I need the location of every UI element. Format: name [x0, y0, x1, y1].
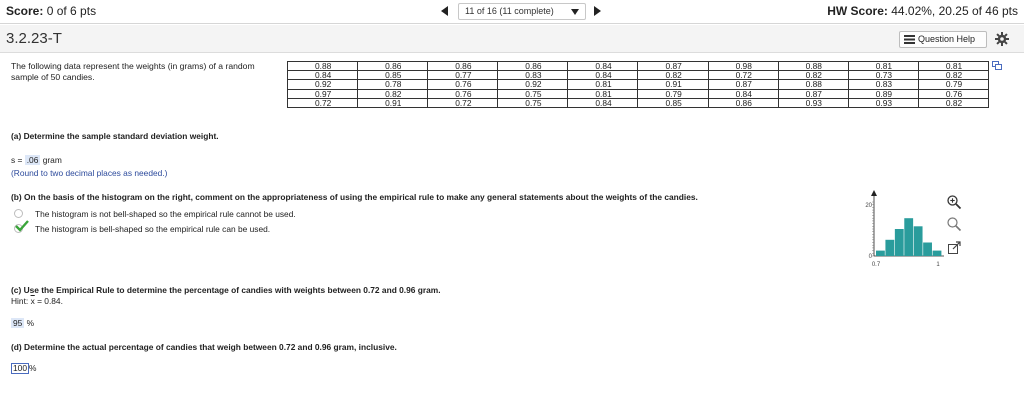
zoom-out-icon[interactable]: [946, 216, 962, 232]
table-cell: 0.87: [638, 62, 708, 71]
percentage-empirical-answer-field[interactable]: 95: [13, 318, 23, 328]
table-cell: 0.84: [568, 71, 638, 80]
table-cell: 0.75: [498, 98, 568, 107]
score-value: 0 of 6 pts: [46, 4, 97, 18]
table-cell: 0.82: [918, 98, 988, 107]
option-bell-shaped-label: The histogram is bell-shaped so the empirical rule can be used.: [35, 224, 271, 234]
table-cell: 0.85: [638, 98, 708, 107]
table-cell: 0.77: [428, 71, 498, 80]
checkmark-icon: [15, 220, 29, 232]
table-row: [288, 98, 989, 107]
question-nav: [436, 3, 606, 20]
table-cell: 0.83: [498, 71, 568, 80]
hw-score: [827, 4, 1018, 18]
part-a-answer-line: [11, 155, 62, 165]
table-cell: 0.81: [918, 62, 988, 71]
histogram: [860, 190, 950, 270]
option-not-bell-shaped-radio[interactable]: [14, 209, 23, 218]
table-cell: 0.73: [848, 71, 918, 80]
top-bar: [0, 0, 1024, 24]
table-cell: 0.81: [848, 62, 918, 71]
table-cell: 0.86: [498, 62, 568, 71]
table-cell: 0.72: [428, 98, 498, 107]
copy-data-icon[interactable]: [992, 61, 1002, 70]
s-answer-field[interactable]: .06: [26, 155, 39, 165]
zoom-in-icon[interactable]: [946, 194, 962, 210]
part-b-question: (b) On the basis of the histogram on the right, comment on the appropriateness of using the empirical rule to make any general statements about the weights of the candies.: [11, 192, 698, 202]
histogram-bar: [914, 226, 923, 256]
actual-percentage-input[interactable]: 100: [13, 363, 27, 373]
histogram-y-axis-arrow: [871, 190, 877, 196]
table-cell: 0.88: [288, 62, 358, 71]
part-c-unit: %: [26, 318, 35, 328]
table-cell: 0.89: [848, 89, 918, 98]
triangle-right-icon: [593, 6, 601, 16]
triangle-left-icon: [441, 6, 449, 16]
s-unit: gram: [42, 155, 62, 165]
part-a-note: (Round to two decimal places as needed.): [11, 168, 168, 178]
table-cell: 0.82: [918, 71, 988, 80]
option-not-bell-shaped-label: The histogram is not bell-shaped so the empirical rule cannot be used.: [35, 209, 296, 219]
table-cell: 0.79: [918, 80, 988, 89]
table-cell: 0.76: [428, 80, 498, 89]
score: [6, 4, 96, 18]
table-cell: 0.84: [568, 98, 638, 107]
histogram-bar: [895, 229, 904, 256]
histogram-bar: [933, 251, 942, 256]
table-cell: 0.78: [358, 80, 428, 89]
part-d-unit: %: [28, 363, 37, 373]
chevron-down-icon: [571, 9, 579, 15]
table-cell: 0.86: [708, 98, 778, 107]
table-cell: 0.75: [498, 89, 568, 98]
table-cell: 0.81: [568, 80, 638, 89]
histogram-bars: [872, 202, 941, 256]
previous-question-button[interactable]: [436, 3, 454, 20]
table-cell: 0.72: [288, 98, 358, 107]
question-title-bar: [0, 25, 1024, 53]
histogram-x-min-label: 0.7: [871, 262, 881, 268]
question-select-value: 11 of 16 (11 complete): [465, 6, 554, 16]
table-cell: 0.84: [708, 89, 778, 98]
table-cell: 0.93: [848, 98, 918, 107]
histogram-bar: [904, 218, 913, 256]
histogram-x-max-label: 1: [936, 262, 940, 268]
table-cell: 0.91: [638, 80, 708, 89]
table-cell: 0.87: [778, 89, 848, 98]
table-cell: 0.91: [358, 98, 428, 107]
list-icon: [904, 35, 915, 44]
question-id: 3.2.23-T: [6, 30, 62, 47]
hw-score-value: 44.02%, 20.25 of 46 pts: [891, 4, 1018, 18]
table-cell: 0.84: [288, 71, 358, 80]
table-cell: 0.76: [918, 89, 988, 98]
part-a-question: (a) Determine the sample standard deviation weight.: [11, 131, 219, 141]
histogram-bar: [876, 251, 885, 256]
next-question-button[interactable]: [588, 3, 606, 20]
question-help-button[interactable]: [899, 31, 987, 48]
open-new-window-icon[interactable]: [946, 240, 962, 256]
table-cell: 0.82: [778, 71, 848, 80]
table-cell: 0.92: [498, 80, 568, 89]
histogram-y-min-label: 0: [868, 254, 872, 260]
histogram-y-max-label: 20: [865, 203, 872, 209]
question-select[interactable]: [458, 3, 586, 20]
hint-x-bar: $\overline{x}$: [30, 296, 35, 306]
table-row: [288, 80, 989, 89]
part-d-question: (d) Determine the actual percentage of candies that weigh between 0.72 and 0.96 gram, inclusive.: [11, 342, 397, 352]
hint-suffix: = 0.84.: [34, 296, 63, 306]
part-c-answer-line: [11, 318, 34, 328]
s-label: s =: [11, 155, 23, 165]
table-cell: 0.93: [778, 98, 848, 107]
table-cell: 0.84: [568, 62, 638, 71]
part-c-question: (c) Use the Empirical Rule to determine the percentage of candies with weights between 0.72 and 0.96 gram.: [11, 285, 441, 295]
histogram-bar: [923, 243, 932, 257]
hint-prefix: Hint:: [11, 296, 31, 306]
table-cell: 0.98: [708, 62, 778, 71]
table-cell: 0.88: [778, 62, 848, 71]
question-help-label: Question Help: [918, 34, 976, 44]
table-cell: 0.86: [358, 62, 428, 71]
table-cell: 0.87: [708, 80, 778, 89]
table-cell: 0.81: [568, 89, 638, 98]
table-cell: 0.88: [778, 80, 848, 89]
table-row: [288, 89, 989, 98]
part-c-hint: [11, 296, 63, 306]
table-cell: 0.82: [358, 89, 428, 98]
table-cell: 0.85: [358, 71, 428, 80]
histogram-bar: [885, 240, 894, 256]
question-prompt: The following data represent the weights (in grams) of a random sample of 50 candies.: [11, 61, 255, 82]
table-cell: 0.76: [428, 89, 498, 98]
table-cell: 0.92: [288, 80, 358, 89]
data-table: [287, 61, 989, 108]
table-cell: 0.83: [848, 80, 918, 89]
score-label: Score:: [6, 4, 44, 18]
table-cell: 0.97: [288, 89, 358, 98]
gear-icon[interactable]: [995, 32, 1009, 46]
table-cell: 0.82: [638, 71, 708, 80]
table-cell: 0.86: [428, 62, 498, 71]
hw-score-label: HW Score:: [827, 4, 888, 18]
table-cell: 0.72: [708, 71, 778, 80]
table-cell: 0.79: [638, 89, 708, 98]
part-d-answer-line: [11, 363, 36, 374]
